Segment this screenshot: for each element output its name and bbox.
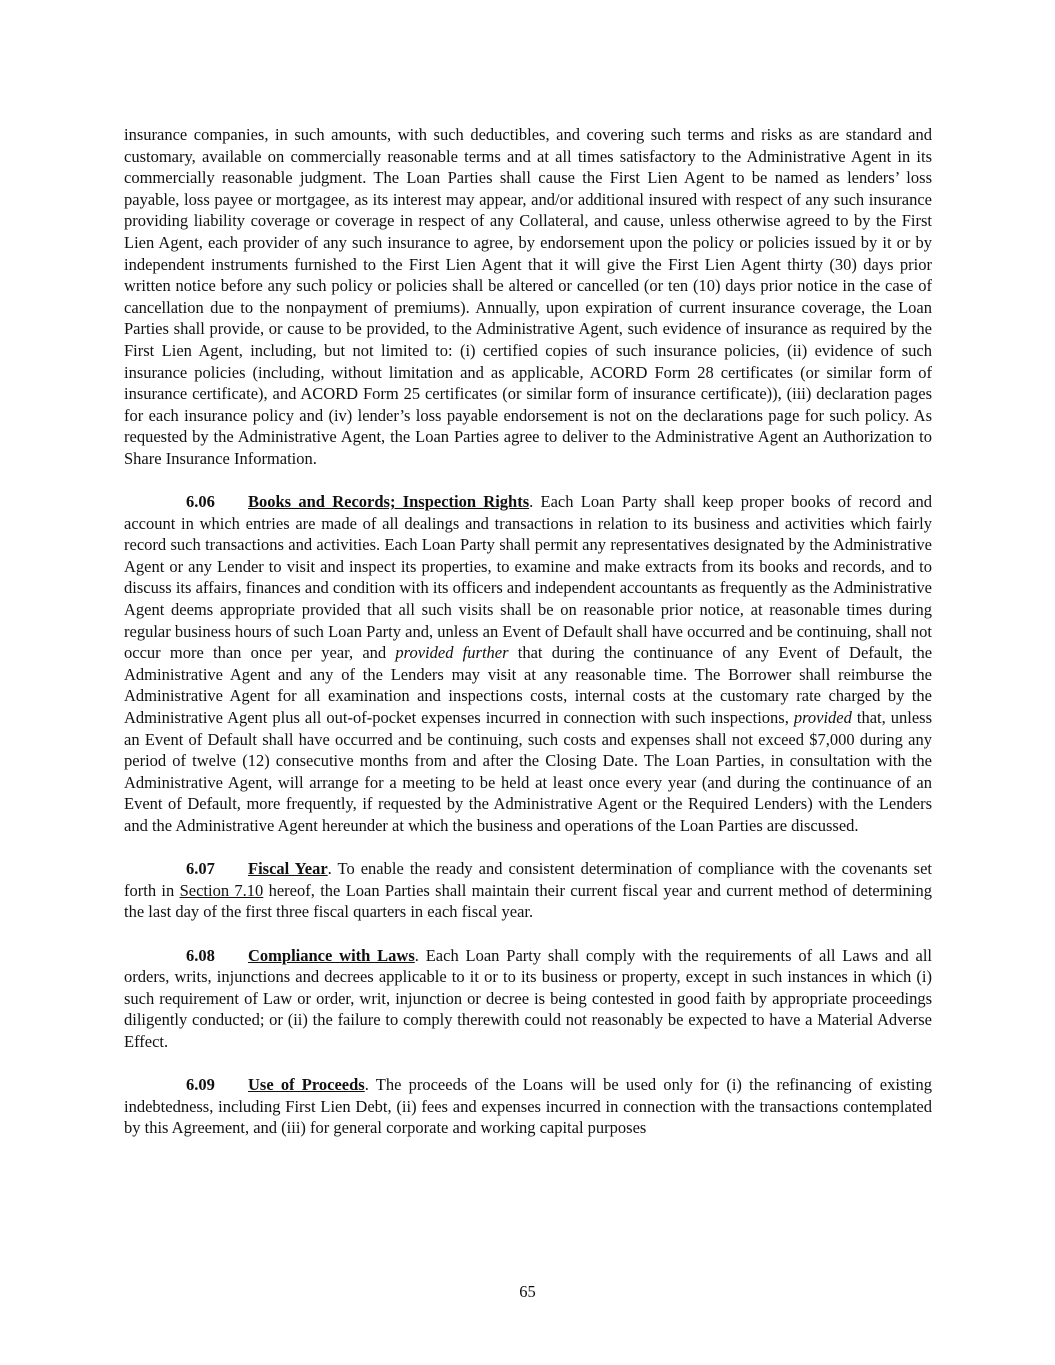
- section-number: 6.06: [186, 492, 215, 512]
- section-number: 6.09: [186, 1075, 215, 1095]
- section-heading: Use of Proceeds: [248, 1075, 365, 1095]
- section-number: 6.07: [186, 859, 215, 879]
- section-6-06: [124, 491, 932, 837]
- section-text: . The proceeds of the Loans will be used only for (i) the refinancing of existing indebtedness, including First Lien Debt, (ii) fees and expenses incurred in connection with the transactions contemplated by this Agreement, and (iii) for general corporate and working capital purposes: [124, 1075, 932, 1138]
- section-text: . To enable the ready and consistent determination of compliance with the covenants set forth in: [124, 859, 932, 900]
- section-text: hereof, the Loan Parties shall maintain their current fiscal year and current method of determining the last day of the first three fiscal quarters in each fiscal year.: [124, 880, 932, 922]
- section-text: that during the continuance of any Event of Default, the Administrative Agent and any of the Lenders may visit at any reasonable time. The Borrower shall reimburse the Administrative Agent for all examination and inspections costs, internal costs at the customary rate charged by the Administrative Agent plus all out-of-pocket expenses incurred in connection with such inspections,: [124, 643, 933, 728]
- document-page: [124, 124, 932, 1161]
- page-number: 65: [519, 1282, 536, 1301]
- section-number: 6.08: [186, 945, 215, 965]
- italic-term: provided further: [395, 643, 509, 663]
- section-6-08: [124, 945, 932, 1053]
- insurance-continuation-paragraph: [124, 124, 932, 470]
- section-heading: Compliance with Laws: [248, 945, 415, 965]
- section-heading: Books and Records; Inspection Rights: [248, 492, 530, 512]
- paragraph-text: insurance companies, in such amounts, with such deductibles, and covering such terms and risks as are standard and customary, available on commercially reasonable terms and at all times satisfactory to the Administrative Agent in its commercially reasonable judgment. The Loan Parties shall cause the First Lien Agent to be named as lenders’ loss payable, loss payee or mortgagee, as its interest may appear, and/or additional insured with respect of any such insurance providing liability coverage or coverage in respect of any Collateral, and cause, unless otherwise agreed to by the First Lien Agent, each provider of any such insurance to agree, by endorsement upon the policy or policies issued by it or by independent instruments furnished to the First Lien Agent that it will give the First Lien Agent thirty (30) days prior written notice before any such policy or policies shall be altered or cancelled (or ten (10) days prior notice in the case of cancellation due to the nonpayment of premiums). Annually, upon expiration of current insurance coverage, the Loan Parties shall provide, or cause to be provided, to the Administrative Agent, such evidence of insurance as required by the First Lien Agent, including, but not limited to: (i) certified copies of such insurance policies, (ii) evidence of such insurance policies (including, without limitation and as applicable, ACORD Form 28 certificates (or similar form of insurance certificate), and ACORD Form 25 certificates (or similar form of insurance certificate)), (iii) declaration pages for each insurance policy and (iv) lender’s loss payable endorsement is not on the declarations page for such policy. As requested by the Administrative Agent, the Loan Parties agree to deliver to the Administrative Agent an Authorization to Share Insurance Information.: [124, 125, 932, 468]
- section-6-07: [124, 858, 932, 923]
- section-text: . Each Loan Party shall keep proper books of record and account in which entries are made of all dealings and transactions in relation to its business and activities which fairly record such transactions and activities. Each Loan Party shall permit any representatives designated by the Administrative Agent or any Lender to visit and inspect its properties, to examine and make extracts from its books and records, and to discuss its affairs, finances and condition with its officers and independent accountants as frequently as the Administrative Agent deems appropriate provided that all such visits shall be on reasonable prior notice, at reasonable times during regular business hours of such Loan Party and, unless an Event of Default shall have occurred and be continuing, shall not occur more than once per year, and: [124, 492, 932, 663]
- section-text: that, unless an Event of Default shall have occurred and be continuing, such costs and expenses shall not exceed $7,000 during any period of twelve (12) consecutive months from and after the Closing Date. The Loan Parties, in consultation with the Administrative Agent, will arrange for a meeting to be held at least once every year (and during the continuance of an Event of Default, more frequently, if requested by the Administrative Agent or the Required Lenders) with the Lenders and the Administrative Agent hereunder at which the business and operations of the Loan Parties are discussed.: [124, 708, 932, 835]
- section-6-09: [124, 1074, 932, 1139]
- section-text: . Each Loan Party shall comply with the requirements of all Laws and all orders, writs, injunctions and decrees applicable to it or to its business or property, except in such instances in which (i) such requirement of Law or order, writ, injunction or decree is being contested in good faith by appropriate proceedings diligently conducted; or (ii) the failure to comply therewith could not reasonably be expected to have a Material Adverse Effect.: [124, 945, 933, 1051]
- section-cross-reference: Section 7.10: [179, 880, 264, 900]
- section-heading: Fiscal Year: [248, 859, 328, 879]
- italic-term: provided: [793, 708, 852, 728]
